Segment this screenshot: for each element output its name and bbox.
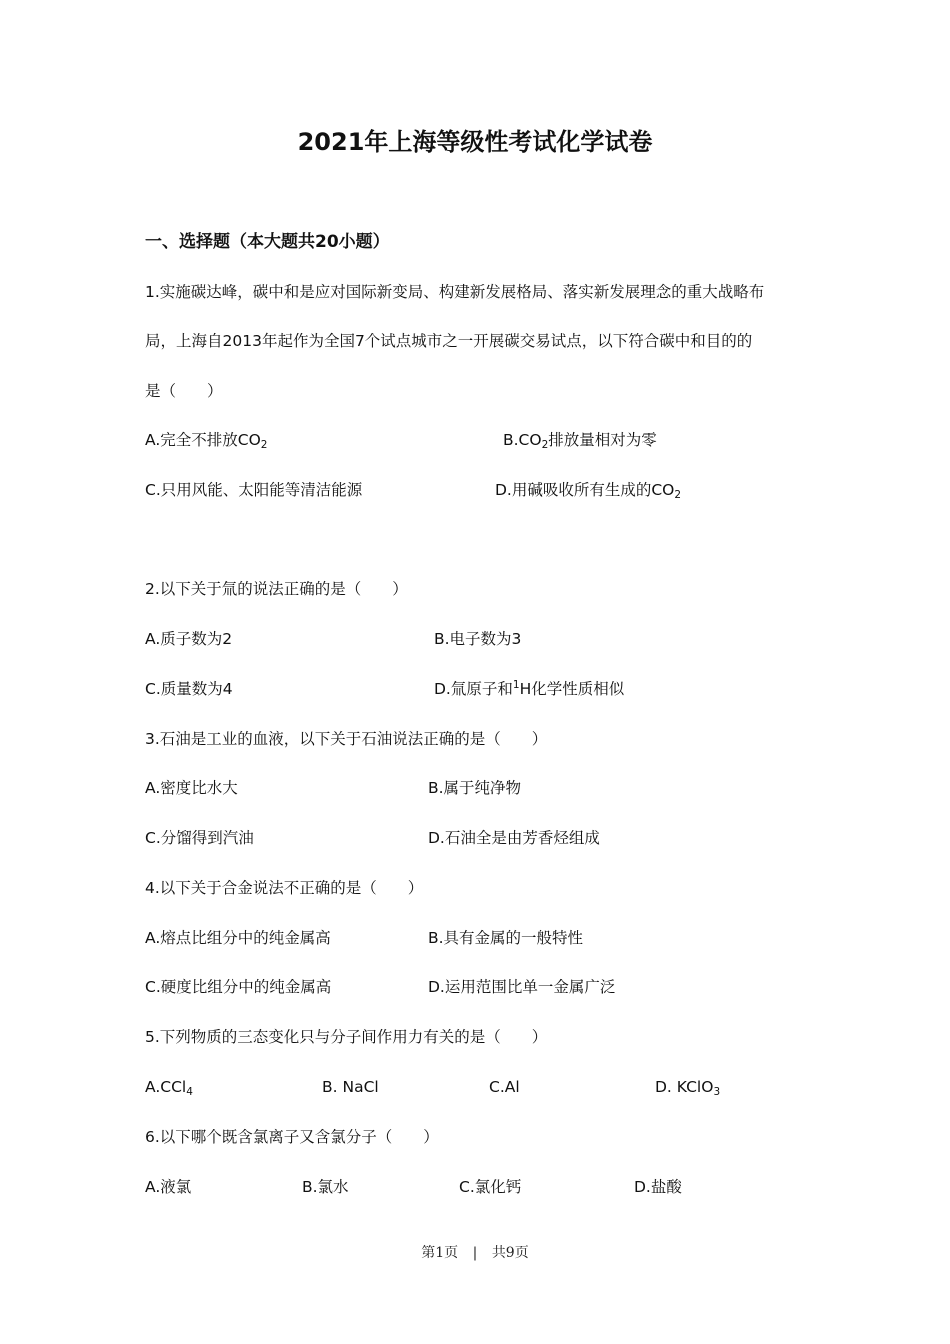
question-2-option-d: D.氚原子和$^1$H化学性质相似	[434, 679, 625, 698]
question-3-stem: 3.石油是工业的血液，以下关于石油说法正确的是（ ）	[145, 730, 548, 748]
question-5-option-a: A.CCl$_4$	[145, 1078, 193, 1098]
question-4-option-a: A.熔点比组分中的纯金属高	[145, 929, 331, 947]
question-5-option-c: C.Al	[489, 1078, 520, 1096]
question-3-option-a: A.密度比水大	[145, 779, 238, 797]
question-4-stem: 4.以下关于合金说法不正确的是（ ）	[145, 879, 424, 897]
footer-total-pages: 共9页	[491, 1245, 529, 1261]
page-title: 2021年上海等级性考试化学试卷	[297, 128, 653, 156]
page-footer	[0, 1242, 950, 1264]
question-6-option-b: B.氯水	[302, 1178, 349, 1196]
question-6-stem: 6.以下哪个既含氯离子又含氯分子（ ）	[145, 1128, 439, 1146]
question-1-stem-line-2: 局，上海自2013年起作为全国7个试点城市之一开展碳交易试点，以下符合碳中和目的的	[145, 332, 753, 350]
question-1-option-b: $B.CO_2$排放量相对为零	[503, 431, 657, 451]
question-1-option-d: D.用碱吸收所有生成的$CO_2$	[495, 481, 682, 501]
question-1-stem-line-1: 1.实施碳达峰，碳中和是应对国际新变局、构建新发展格局、落实新发展理念的重大战略布	[145, 283, 765, 301]
question-6-option-a: A.液氯	[145, 1178, 192, 1196]
question-5-option-d: D. KClO$_3$	[655, 1078, 721, 1098]
question-4-option-c: C.硬度比组分中的纯金属高	[145, 978, 332, 996]
question-6-option-d: D.盐酸	[634, 1178, 682, 1196]
question-1-stem-line-3: 是（ ）	[145, 382, 223, 400]
question-5-option-b: B. NaCl	[322, 1078, 379, 1096]
question-1-option-a: A.完全不排放$CO_2$	[145, 431, 268, 451]
question-3-option-c: C.分馏得到汽油	[145, 829, 254, 847]
footer-separator: |	[472, 1245, 478, 1261]
question-5-stem: 5.下列物质的三态变化只与分子间作用力有关的是（ ）	[145, 1028, 548, 1046]
question-6-option-c: C.氯化钙	[459, 1178, 522, 1196]
question-2-option-a: A.质子数为2	[145, 630, 233, 648]
question-3-option-d: D.石油全是由芳香烃组成	[428, 829, 600, 847]
question-3-option-b: B.属于纯净物	[428, 779, 522, 797]
question-2-option-b: B.电子数为3	[434, 630, 522, 648]
question-2-option-c: C.质量数为4	[145, 680, 233, 698]
question-4-option-b: B.具有金属的一般特性	[428, 929, 584, 947]
question-1-option-c: C.只用风能、太阳能等清洁能源	[145, 481, 363, 499]
question-4-option-d: D.运用范围比单一金属广泛	[428, 978, 616, 996]
section-heading: 一、选择题（本大题共20小题）	[145, 232, 390, 252]
footer-current-page: 第1页	[421, 1245, 459, 1261]
question-2-stem: 2.以下关于氚的说法正确的是（ ）	[145, 580, 408, 598]
